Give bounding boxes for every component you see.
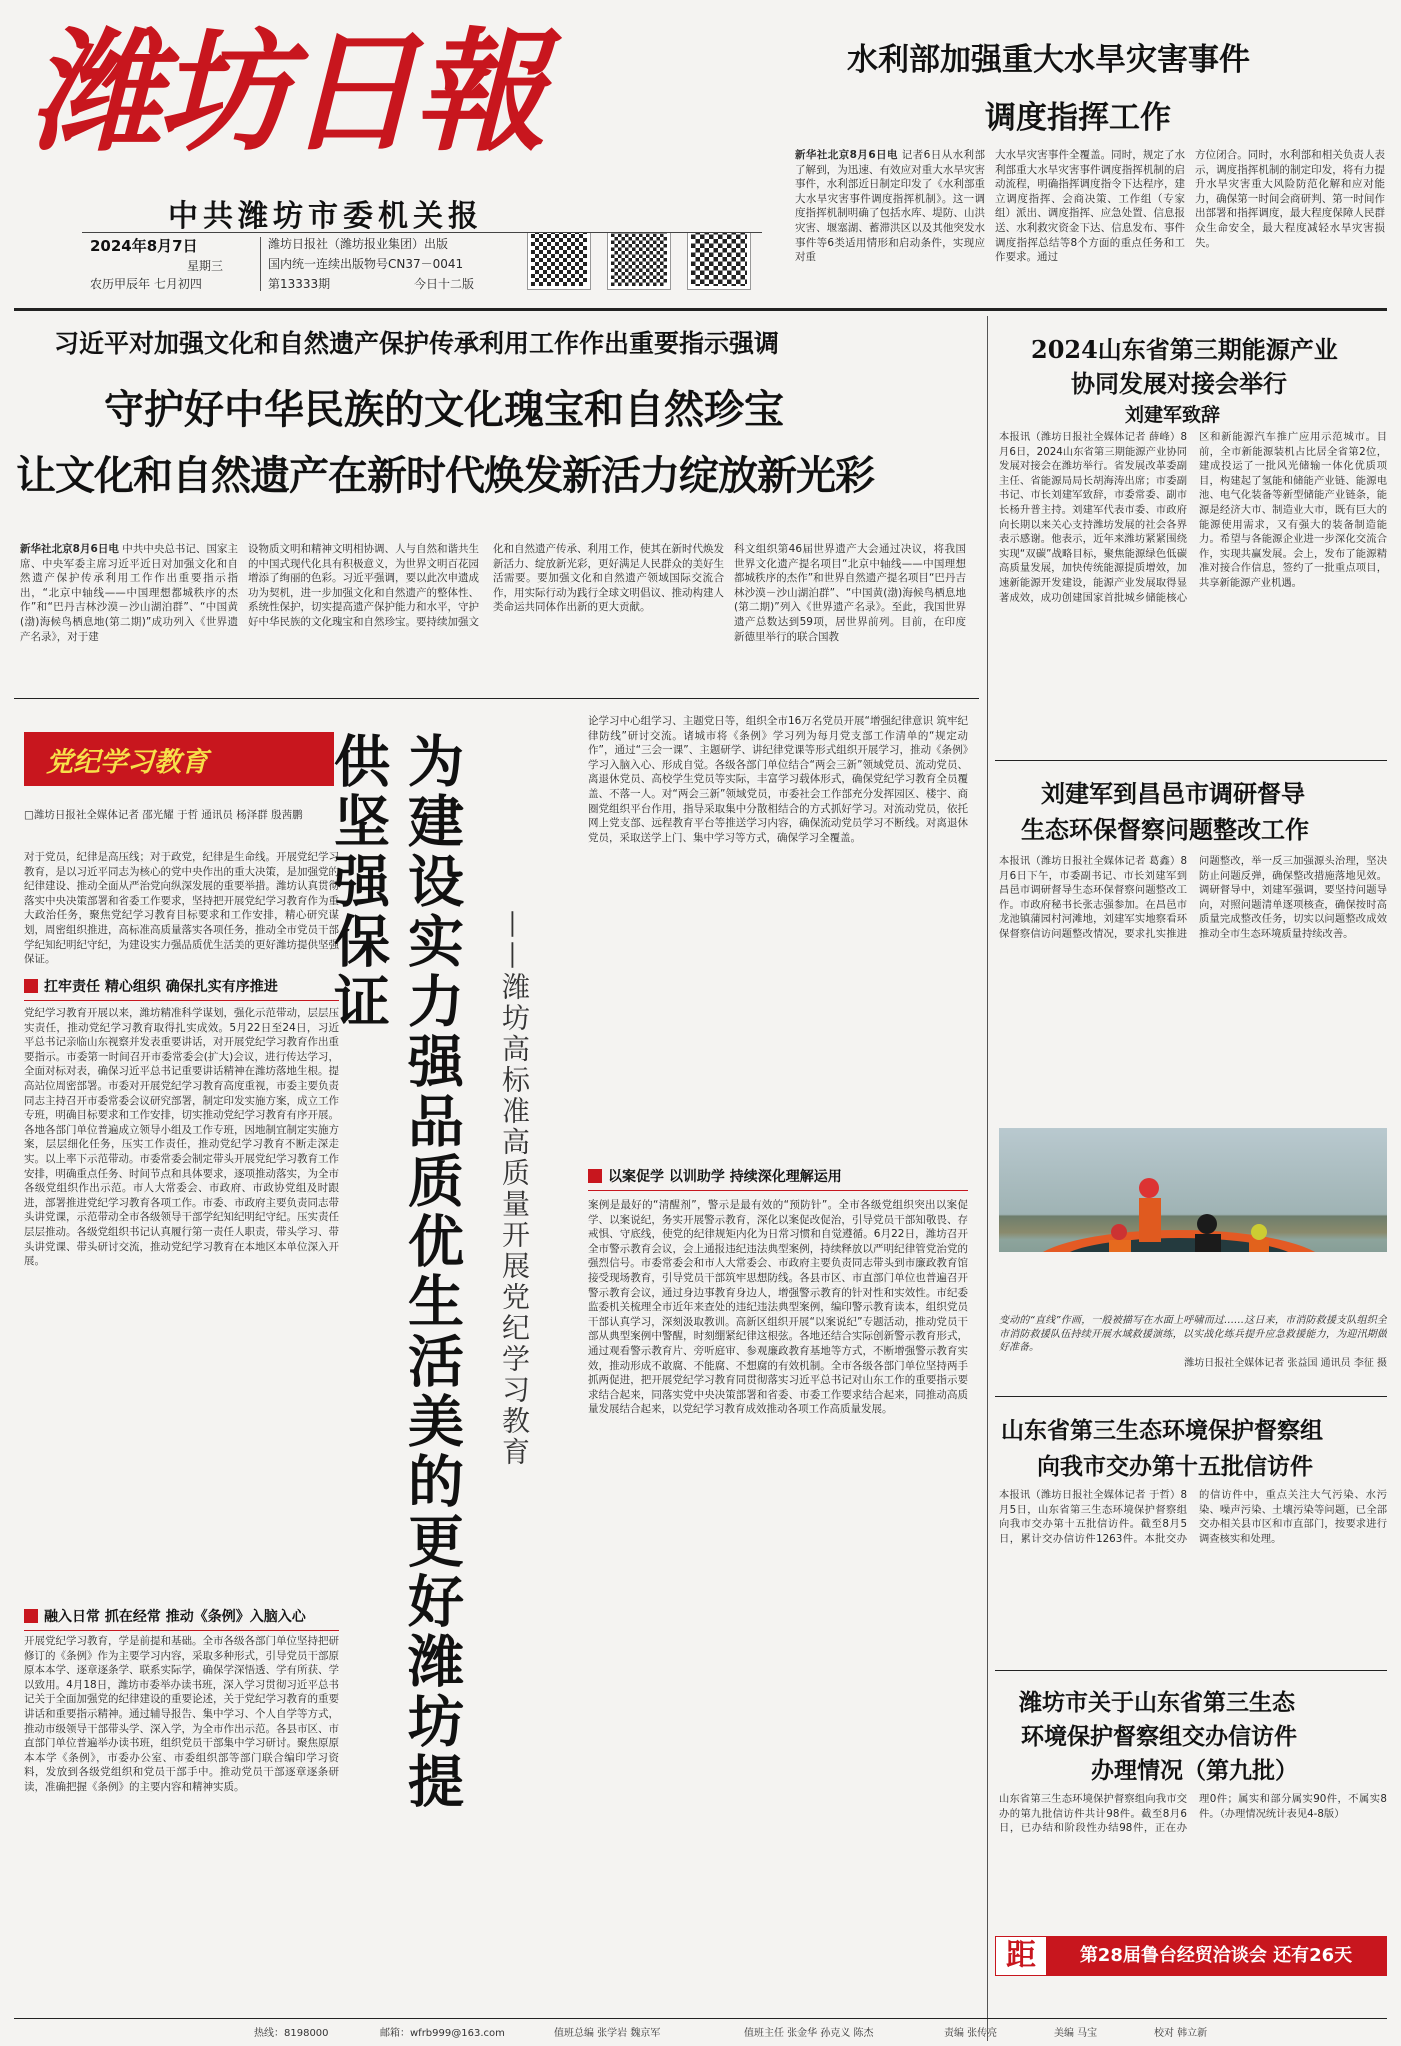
article-body: 山东省第三生态环境保护督察组向我市交办的第九批信访件共计98件。截至8月6日，已办结和阶段性办结98件，正在办理0件；属实和部分属实90件，不属实8件。（办理情况统计表见4-8版） (999, 1793, 1387, 1835)
headline: 生态环保督察问题整改工作 (1021, 815, 1309, 844)
right-article-3 (995, 1398, 1390, 1668)
headline: 刘建军致辞 (1125, 404, 1221, 426)
footer-email: 邮箱：wfrb999@163.com (380, 2028, 505, 2039)
photo-caption (999, 1314, 1387, 1394)
issue-date: 2024年8月7日 (90, 237, 198, 255)
article-body: 本报讯（潍坊日报社全媒体记者 葛鑫）8月6日下午，市委副书记、市长刘建军到昌邑市调研督导生态环保督察问题整改工作。市政府秘书长张志强参加。在昌邑市龙池镇蒲园村河滩地，刘建军实地察看环保督察信访问题整改情况，要求扎实推进问题整改，举一反三加强源头治理，坚决防止问题反弹，确保整改措施落地见效。调研督导中，刘建军强调，要坚持问题导向，对照问题清单逐项核查，确保按时高质量完成整改任务，切实以问题整改成效推动全市生态环境质量持续改善。 (999, 855, 1387, 940)
badge-text: 党纪学习教育 (46, 747, 208, 778)
page-count: 今日十二版 (414, 277, 475, 291)
feature-intro: 对于党员，纪律是高压线；对于政党，纪律是生命线。开展党纪学习教育，是以习近平同志为核心的党中央作出的重大决策，是加强党的纪律建设、推动全面从严治党向纵深发展的重要举措。潍坊认真贯彻落实中央决策部署和省委工作要求，坚持把开展党纪学习教育作为重大政治任务，聚焦党纪学习教育目标要求和工作安排，精心研究谋划，周密组织推进，高标准高质量落实各项任务，推动全市党员干部学纪知纪明纪守纪，为建设实力强品质优生活美的更好潍坊提供坚强保证。 (24, 851, 339, 966)
article-body: 科文组织第46届世界遗产大会通过决议，将我国世界文化遗产提名项目“北京中轴线——中国理想都城秩序的杰作”和世界自然遗产提名项目“巴丹吉林沙漠－沙山湖泊群”、“中国黄(渤)海候鸟栖息地(第二期)”列入《世界遗产名录》。至此，我国世界遗产总数达到59项，居世界前列。目前，在印度新德里举行的联合国教 (734, 543, 966, 643)
headline: 协同发展对接会举行 (1071, 369, 1287, 398)
headline: 山东省第三生态环境保护督察组 (1001, 1417, 1323, 1444)
section-mark-icon (588, 1169, 602, 1183)
feature-subhead: ——潍坊高标准高质量开展党纪学习教育 (498, 910, 531, 1468)
issn: 国内统一连续出版物号CN37－0041 (268, 257, 464, 271)
article-body: 方位闭合。同时，水利部和相关负责人表示，调度指挥机制的制定印发，将有力提升水旱灾害重大风险防范化解和应对能力，确保第一时间会商研判、第一时间作出部署和指挥调度，最大程度保障人民群众生命安全，最大程度减轻水旱灾害损失。 (1195, 149, 1385, 249)
qr-code-3 (688, 232, 750, 289)
footer (14, 2022, 1387, 2042)
masthead-info (82, 232, 762, 294)
dateline: 新华社北京8月6日电 (20, 543, 119, 555)
feature-col2: 论学习中心组学习、主题党日等，组织全市16万名党员开展“增强纪律意识 筑牢纪律防线”研讨交流。诸城市将《条例》学习列为每月党支部工作清单的“规定动作”，通过“三会一课”、主题研学、讲纪律党课等形式组织开展学习，推动《条例》学习入脑入心、形成自觉。各级各部门单位结合“两会三新”领域党员、流动党员、离退休党员、高校学生党员等实际，丰富学习载体形式，确保党纪学习教育全员覆盖、不落一人。对“两会三新”领域党员，市委社会工作部充分发挥园区、楼宇、商圈党组织平台作用，指导采取集中分散相结合的方式抓好学习。对流动党员，依托网上党支部、远程教育平台等推送学习内容，确保流动党员学习不断线。对离退休党员，采取送学上门、集中学习等方式，确保学习全覆盖。 (588, 715, 968, 844)
section-heading (24, 976, 339, 1001)
masthead-subtitle: 中共潍坊市委机关报 (168, 199, 483, 234)
right-article-2 (995, 762, 1390, 1252)
section-mark-icon (24, 979, 38, 993)
rescue-drill-photo (999, 1128, 1387, 1252)
headline: 2024山东省第三期能源产业 (1031, 335, 1338, 364)
footer-director: 值班主任 张金华 孙克义 陈杰 (744, 2028, 874, 2039)
lead-story (14, 316, 979, 696)
headline: 向我市交办第十五批信访件 (1037, 1453, 1313, 1480)
section-body: 开展党纪学习教育，学是前提和基础。全市各级各部门单位坚持把研修订的《条例》作为主要学习内容，采取多种形式，引导党员干部原原本本学、逐章逐条学、联系实际学，确保学深悟透、学有所获、学以致用。4月18日，潍坊市委举办读书班，深入学习贯彻习近平总书记关于全面加强党的纪律建设的重要论述，关于党纪学习教育的重要讲话和重要指示精神。通过辅导报告、集中学习、个人自学等方式，推动市级领导干部带头学、深入学，为全市作出示范。各县市区、市直部门单位普遍举办读书班，组织党员干部集中学习研讨。聚焦原原本本学《条例》，市委办公室、市委组织部等部门联合编印学习资料，发放到各级党组织和党员干部手中。推动党员干部逐章逐条研读，准确把握《条例》的主要内容和精神实质。 (24, 1634, 339, 1984)
qr-code-2 (608, 232, 670, 289)
article-body: 本报讯（潍坊日报社全媒体记者 薛峰）8月6日，2024山东省第三期能源产业协同发展对接会在潍坊举行。省发展改革委副主任、省能源局局长胡海涛出席；市委副书记、市长刘建军致辞，市委常委、副市长杨升普主持。刘建军代表市委、市政府向长期以来关心支持潍坊发展的社会各界表示感谢。他表示，近年来潍坊紧紧围绕实现“双碳”战略目标，聚焦能源绿色低碳高质量发展，加快传统能源提质增效，加速新能源开发建设，能源产业发展取得显著成效，成功创建国家首批城乡储能核心区和新能源汽车推广应用示范城市。目前，全市新能源装机占比居全省第2位，建成投运了一批风光储输一体化优质项目，构建起了氢能和储能产业链、能源电池、电气化装备等新型储能产业链条，能源是经济大市、制造业大市，既有巨大的能源使用需求，又有强大的装备制造能力。希望与各能源企业进一步深化交流合作，实现共赢发展。会上，发布了能源精准对接合作信息，签约了一批重点项目，共享新能源产业机遇。 (999, 431, 1387, 604)
article-body: 大水旱灾害事件全覆盖。同时，规定了水利部重大水旱灾害事件调度指挥机制的启动流程，明确指挥调度指令下达程序，建立调度指挥、会商决策、工作组（专家组）派出、调度指挥、应急处置、信息报送、水利救灾资金下达、信息发布、事件调度指挥总结等8个方面的重点任务和工作要求。通过 (995, 149, 1185, 264)
section-title: 以案促学 以训助学 持续深化理解运用 (608, 1169, 842, 1185)
headline: 潍坊市关于山东省第三生态 (1019, 1689, 1295, 1716)
kicker: 习近平对加强文化和自然遗产保护传承利用工作作出重要指示强调 (54, 329, 780, 358)
byline: □潍坊日报社全媒体记者 邵光耀 于哲 通讯员 杨泽群 殷茜鹏 (24, 809, 303, 821)
section-body: 党纪学习教育开展以来，潍坊精准科学谋划，强化示范带动，层层压实责任，推动党纪学习教育取得扎实成效。5月22日至24日，习近平总书记亲临山东视察并发表重要讲话，对开展党纪学习教育作出重要指示。市委第一时间召开市委常委会(扩大)会议，进行传达学习，全面对标对表，确保习近平总书记重要讲话精神在潍坊落地生根。提高站位周密部署。市委对开展党纪学习教育高度重视，市委主要负责同志主持召开市委常委会议研究部署，制定印发实施方案，成立工作专班，明确目标要求和工作安排，切实推动党纪学习教育有序开展。各地各部门单位普遍成立领导小组及工作专班，因地制宜制定实施方案，层层细化任务，压实工作责任，推动党纪学习教育不断走深走实。以上率下示范带动。市委常委会制定带头开展党纪学习教育工作安排，明确重点任务、时间节点和具体要求，逐项推动落实，为全市各级党组织作出示范。市人大常委会、市政府、市政协党组及时跟进，部署推进党纪学习教育各项工作。市委、市政府主要负责同志带头讲党课，示范带动全市各级领导干部学纪知纪明纪守纪。压实责任层层推动。各级党组织书记认真履行第一责任人职责，带头学习、带头讲党课、带头研讨交流，推动党纪学习教育在本地区本单位深入开展。 (24, 1007, 339, 1268)
article-body (795, 148, 985, 303)
countdown-char: 距 (996, 1937, 1046, 1975)
feature-headline: 为建设实力强品质优生活美的更好潍坊提供坚强保证 (325, 732, 465, 1812)
countdown-banner (995, 1936, 1387, 1976)
article-body: 设物质文明和精神文明相协调、人与自然和谐共生的中国式现代化具有积极意义，为世界文明百花园增添了绚丽的色彩。习近平强调，要以此次申遗成功为契机，进一步加强文化和自然遗产的整体性、系统性保护，切实提高遗产保护能力和水平，守护好中华民族的文化瑰宝和自然珍宝。要持续加强文化和自然遗产传承、利用工作，使其在新时代焕发新活力、绽放新光彩，更好满足人民群众的美好生活需要。要加强文化和自然遗产领域国际交流合作，用实际行动为践行全球文明倡议、推动构建人类命运共同体作出新的更大贡献。 (248, 543, 724, 628)
paragraph: 记者6日从水利部了解到，为迅速、有效应对重大水旱灾害事件，水利部近日制定印发了《水利部重大水旱灾害事件调度指挥机制》。这一调度指挥机制明确了包括水库、堤防、山洪灾害、堰塞湖、蓄滞洪区以及其他突发水事件等6类适用情形和启动条件，实现应对重 (795, 149, 985, 264)
main-headline: 守护好中华民族的文化瑰宝和自然珍宝 (104, 386, 784, 433)
headline: 水利部加强重大水旱灾害事件 (847, 42, 1250, 78)
countdown-text: 第28届鲁台经贸洽谈会 还有26天 (1046, 1937, 1386, 1975)
headline: 环境保护督察组交办信访件 (1021, 1723, 1297, 1750)
photo-credit: 潍坊日报社全媒体记者 张益国 通讯员 李征 摄 (1184, 1357, 1387, 1369)
main-headline: 让文化和自然遗产在新时代焕发新活力绽放新光彩 (16, 452, 874, 499)
feature-frame (14, 700, 979, 1990)
headline: 调度指挥工作 (985, 100, 1171, 136)
caption-text: 变动的“直线”作画，一般被描写在水面上呼啸而过……这日来，市消防救援支队组织全市消防救援队伍持续开展水域救援演练，以实战化练兵提升应急救援能力，为迎汛期做好准备。 (999, 1315, 1387, 1354)
article-body: 本报讯（潍坊日报社全媒体记者 于哲）8月5日，山东省第三生态环境保护督察组向我市交办第十五批信访件。截至8月5日，累计交办信访件1263件。本批交办的信访件中，重点关注大气污染、水污染、噪声污染、土壤污染等问题，已全部交办相关县市区和市直部门，按要求进行调查核实和处理。 (999, 1489, 1387, 1545)
headline: 办理情况（第九批） (1091, 1757, 1298, 1784)
headline: 刘建军到昌邑市调研督导 (1041, 779, 1305, 808)
top-right-story (795, 20, 1385, 306)
section-heading (24, 1606, 339, 1631)
dateline: 新华社北京8月6日电 (795, 149, 898, 161)
section-title: 融入日常 抓在经常 推动《条例》入脑入心 (44, 1609, 306, 1625)
feature-badge (24, 732, 334, 786)
footer-design: 美编 马宝 (1054, 2028, 1098, 2039)
footer-hotline: 热线：8198000 (254, 2028, 329, 2039)
issue-number: 第13333期 (268, 277, 331, 291)
right-article-4 (995, 1672, 1390, 1908)
paragraph: 中共中央总书记、国家主席、中央军委主席习近平近日对加强文化和自然遗产保护传承利用工作作出重要指示指出，“北京中轴线——中国理想都城秩序的杰作”和“巴丹吉林沙漠－沙山湖泊群”、“中国黄(渤)海候鸟栖息地(第二期)”成功列入《世界遗产名录》，对于建 (20, 543, 239, 643)
issue-lunar: 农历甲辰年 七月初四 (90, 277, 202, 291)
footer-editor: 值班总编 张学岩 魏京军 (554, 2028, 661, 2039)
qr-code-1 (528, 232, 590, 289)
masthead-title: 潍坊日報 (30, 18, 542, 170)
section-title: 扛牢责任 精心组织 确保扎实有序推进 (44, 979, 278, 995)
footer-editor2: 责编 张传亮 (944, 2028, 998, 2039)
section-mark-icon (24, 1609, 38, 1623)
issue-weekday: 星期三 (187, 259, 224, 273)
publisher: 潍坊日报社（潍坊报业集团）出版 (268, 237, 449, 251)
section-heading (588, 1166, 968, 1191)
article-body (20, 542, 238, 692)
section-body: 案例是最好的“清醒剂”，警示是最有效的“预防针”。全市各级党组织突出以案促学、以案说纪，务实开展警示教育，深化以案促改促治，引导党员干部知敬畏、存戒惧、守底线，使党的纪律规矩内化为日常习惯和自觉遵循。6月22日，潍坊召开全市警示教育会议，会上通报违纪违法典型案例，持续释放以严明纪律管党治党的强烈信号。市委常委会和市人大常委会、市政府主要负责同志带头到市廉政教育馆接受现场教育，引导党员干部筑牢思想防线。各县市区、市直部门单位也普遍召开警示教育会议，通过身边事教育身边人，增强警示教育的针对性和实效性。市纪委监委机关梳理全市近年来查处的违纪违法典型案例，编印警示教育读本，组织党员干部认真学习，深刻汲取教训。高新区组织开展“以案说纪”专题活动，推动党员干部从典型案例中警醒，时刻绷紧纪律这根弦。各地还结合实际创新警示教育形式，通过观看警示教育片、旁听庭审、参观廉政教育基地等方式，不断增强警示教育实效，推动形成不敢腐、不能腐、不想腐的有效机制。全市各级各部门单位坚持两手抓两促进，把开展党纪学习教育同贯彻落实习近平总书记对山东工作的重要指示要求结合起来，同落实党中央决策部署和省委、市委工作要求结合起来，同推动高质量发展结合起来，以党纪学习教育成效推动各项工作高质量发展。 (588, 1199, 968, 1416)
right-article-1 (995, 318, 1390, 758)
footer-proof: 校对 韩立新 (1154, 2028, 1208, 2039)
